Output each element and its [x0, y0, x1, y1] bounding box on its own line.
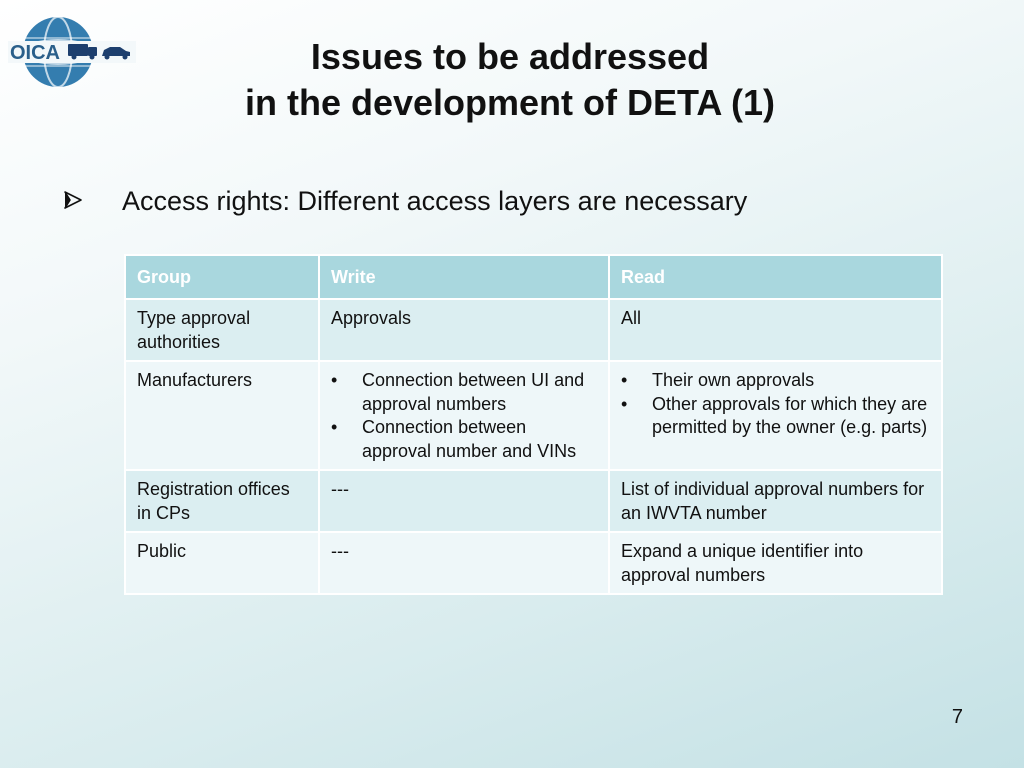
table-header-row	[125, 255, 942, 299]
read-list	[621, 369, 930, 440]
bullet-item	[62, 182, 748, 218]
page-number: 7	[951, 706, 963, 728]
list-item: • Connection between approval number and VINs	[331, 416, 597, 463]
access-rights-table	[124, 254, 943, 595]
cell-read	[609, 361, 942, 470]
cell-read: Expand a unique identifier into approval numbers	[609, 532, 942, 594]
arrow-bullet-icon	[62, 189, 84, 211]
header-write: Write	[319, 255, 609, 299]
list-item: • Their own approvals	[621, 369, 930, 393]
table-row	[125, 532, 942, 594]
slide-title	[150, 34, 870, 126]
cell-group: Public	[125, 532, 319, 594]
table-row	[125, 299, 942, 361]
header-read: Read	[609, 255, 942, 299]
cell-read: All	[609, 299, 942, 361]
table-row	[125, 470, 942, 532]
write-list	[331, 369, 597, 463]
cell-read: List of individual approval numbers for an IWVTA number	[609, 470, 942, 532]
cell-write	[319, 361, 609, 470]
oica-logo-text: OICA	[10, 42, 60, 64]
title-line-2: in the development of DETA (1)	[244, 82, 775, 123]
bullet-text: Access rights: Different access layers are necessary	[122, 186, 748, 216]
oica-logo	[8, 14, 136, 90]
list-item: • Other approvals for which they are permitted by the owner (e.g. parts)	[621, 393, 930, 440]
cell-group: Manufacturers	[125, 361, 319, 470]
cell-write: Approvals	[319, 299, 609, 361]
cell-write: ---	[319, 532, 609, 594]
table-row	[125, 361, 942, 470]
cell-group: Type approval authorities	[125, 299, 319, 361]
list-item: • Connection between UI and approval numbers	[331, 369, 597, 416]
cell-group: Registration offices in CPs	[125, 470, 319, 532]
header-group: Group	[125, 255, 319, 299]
title-line-1: Issues to be addressed	[310, 36, 710, 77]
cell-write: ---	[319, 470, 609, 532]
